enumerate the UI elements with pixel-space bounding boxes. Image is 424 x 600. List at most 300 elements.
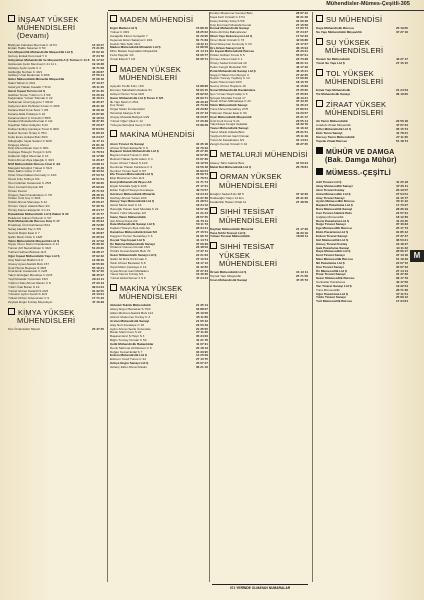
listing-phone: 14 88 58 <box>195 45 208 50</box>
listing-phone: 47 15 77 <box>91 211 104 216</box>
checkbox-square-icon <box>210 207 217 214</box>
listing-phone: 18 17 12 <box>195 260 208 265</box>
listing-name: Koçkaya Hüseyin Turgut C 22/1 <box>8 150 52 155</box>
listing-phone: 24 07 72 <box>395 260 408 265</box>
listing-phone: 24 35 55 <box>195 326 208 331</box>
heading-text: MÜHENDİSLERİ <box>119 73 178 82</box>
heading-line <box>210 150 308 159</box>
heading-line <box>110 15 208 24</box>
listing-name: Altınöz Muammer Kızılay C 3 <box>110 315 151 319</box>
column-c <box>210 12 308 582</box>
listing-name: Arslan Mühendislik Sanayi <box>110 318 150 323</box>
listing-phone: 24 13 01 <box>91 292 104 297</box>
listing-name: Kahraman Ünal Çayyolu 7 30/10 <box>8 100 53 105</box>
listing-name: Güneş Ticaret Kızılay <box>316 241 348 246</box>
listing-phone: 37 84 56 <box>91 127 104 132</box>
listing-name: Göksenek Çetin Mevzuat C 41 11 1 <box>8 61 57 66</box>
listing-name: Kaya Ferit Cinnah C 17/4 <box>210 14 245 19</box>
listing-name: Keleş Kubilay Kolej S 5/6 <box>210 18 245 23</box>
listing-phone: 26 78 81 <box>295 164 308 169</box>
listing-name: İlk Yapı Metin C 25/1 <box>110 99 139 104</box>
listing-phone: 15 67 36 <box>195 157 208 162</box>
listing-phone: 29 44 11 <box>92 277 104 282</box>
listing-phone: 17 20 39 <box>195 118 208 123</box>
listing-name: Kutluer Erdinç Çankaya Tünel S 40/6 <box>8 127 59 132</box>
listing-name: Yücel Su Yapı Ltd Ş <box>316 61 345 66</box>
listing-phone: 24 21 63 <box>195 253 208 258</box>
listing-phone: 37 06 36 <box>195 241 208 246</box>
checkbox-square-icon <box>110 130 117 137</box>
listing-name: Ünal Emin Karamanlı C 12/8 <box>8 269 48 274</box>
listing-name: İnanç Taner Mühendislik <box>110 214 146 219</box>
listing-phone: 51 17 02 <box>91 57 104 62</box>
listing-name: Saraç Alaattin Taç C 3/5 <box>8 227 41 232</box>
listing-name: Çelik Mühendislik Bakanlıklar <box>110 341 154 346</box>
listing-name: Adil Ticaret Ltd Ş <box>316 180 342 185</box>
listing-phone: 27 11 35 <box>396 134 408 139</box>
listing-name: Kayhan Mühendislik Mimarlık <box>210 226 254 231</box>
listing-name: Ekşi Muammer Ulus 11/1 <box>110 176 145 181</box>
listing-name: Özmiş Sümer Eskişehir 4 C 21 <box>8 207 51 212</box>
listing-phone: 16 24 37 <box>91 134 104 139</box>
listing-name: Hokkaoğlu Yalçın 14 Em <box>210 195 244 200</box>
listing-phone: 27 15 15 <box>395 61 408 66</box>
listing-phone: 28 06 17 <box>395 249 408 254</box>
listing-name: Özmen Yalçın Atatürk Bulv 4/2 <box>8 204 50 209</box>
listing-phone: 26 24 77 <box>91 207 104 212</box>
listing-phone: 24 57 31 <box>395 210 408 215</box>
listing-name: Kutlu Emre Ankara Bulv 39/3 <box>8 134 48 139</box>
listing-phone: 26 17 73 <box>395 276 408 281</box>
listing-phone: 26 92 52 <box>195 91 208 96</box>
listing-phone: 31 96 72 <box>195 233 208 238</box>
listing-phone: 52 06 77 <box>195 53 208 58</box>
listing-name: Karaman Erol Ç Cinnah C 55/5 <box>8 115 51 120</box>
heading-line <box>316 147 408 157</box>
section-heading <box>110 15 208 24</box>
listing-name: Kiriç Ahmet Elvan Can C 30/1 <box>8 146 49 151</box>
listing-name: Yıldırım Sıtkı Ahmet Rasim C 8 <box>8 280 51 285</box>
listing-entry <box>110 58 208 62</box>
listing-phone: 42 39 18 <box>91 107 104 112</box>
listing-name: Başkent Pazarlama Ltd Ş <box>316 203 353 208</box>
listing-name: Zeybek Engin Kızılay Meşrutiyet <box>8 300 53 305</box>
listing-name: Kalyoncu Erol Pehlivan Kınacı C 28/6 <box>8 104 60 109</box>
listing-phone: 12 88 96 <box>195 84 208 89</box>
heading-text: SIHHİ TESİSAT <box>220 207 275 217</box>
listing-name: Seçkin Tuncay Yeşilköy C 14 <box>210 76 250 81</box>
listing-phone: 29 40 33 <box>195 99 208 104</box>
heading-text: İNŞAAT YÜKSEK <box>18 15 79 24</box>
listing-name: Nil Pazarlama Ltd Ş <box>316 260 345 265</box>
listing-name: Demir Mehmet Ali Dikmen C 8 <box>110 345 152 350</box>
listing-name: Şahin Metin Ordu C 16/8 <box>8 234 43 239</box>
listing-phone: 41 21 76 <box>195 338 208 343</box>
listing-phone: 62 36 71 <box>195 56 208 61</box>
listing-name: Metal Bul Mühendislik Ltd Ş <box>210 164 252 169</box>
listing-phone: 17 73 27 <box>395 203 408 208</box>
listing-phone: 31 15 77 <box>395 195 408 200</box>
listing-phone: 36 21 16 <box>195 364 208 369</box>
checkbox-square-icon <box>316 100 323 107</box>
listing-phone: 53 93 15 <box>195 88 208 93</box>
listing-entry <box>316 300 408 304</box>
listing-phone: 21 71 74 <box>195 180 208 185</box>
listing-phone: 23 55 14 <box>295 118 308 123</box>
heading-line <box>316 168 408 178</box>
listing-name: Özkök Ahmet Menekşe S 12 <box>8 200 48 205</box>
listing-phone: 48 15 21 <box>295 68 308 73</box>
listing-phone: 23 56 18 <box>395 119 408 124</box>
listing-phone: 18 12 36 <box>395 214 408 219</box>
listing-phone: 14 43 27 <box>91 42 104 47</box>
listing-name: Önal Süleyman Kennedy C 23 <box>210 41 252 46</box>
listing-name: Karakütük Hasan Ortak 11 <box>210 199 247 204</box>
listing-phone: 37 92 32 <box>91 254 104 259</box>
listing-name: Atay Nuri Kocatepe C 18 <box>110 322 145 327</box>
listing-name: Anka Mümessillik Ltd Ş <box>316 191 351 196</box>
listing-phone: 31 79 42 <box>195 145 208 150</box>
listing-phone: 35 11 86 <box>196 315 208 319</box>
listing-phone: 27 17 61 <box>195 183 208 188</box>
listing-name: Feza Taşçılar 1/3 <box>110 53 134 58</box>
listing-name: Sevimli Rüştü Esat C 7 <box>8 230 40 235</box>
listing-name: Kuldemir Oğuz Mevzuat C 13 <box>8 154 49 159</box>
listing-phone: 25 31 17 <box>295 114 308 119</box>
listing-name: Tol Mühendislik Sanayi <box>316 92 350 97</box>
listing-name: Bozkurt Hakan Şehit Adem C 4 <box>110 157 153 162</box>
listing-phone: 23 53 49 <box>195 322 208 327</box>
running-head: Mühendisler-Mümes-Çeşitli-305 <box>326 1 410 7</box>
listing-phone: 25 19 65 <box>395 26 408 31</box>
listing-phone: 34 67 85 <box>195 153 208 158</box>
column-a <box>8 12 104 582</box>
listing-name: Tan Ticaret Sanayi Ltd Ş <box>316 283 352 288</box>
listing-name: Ak Tarım Mühendislik <box>316 119 348 124</box>
listing-name: Pekin Cengiz Bestekar 5/3 <box>210 64 247 69</box>
listing-name: Pınar Ticaret Sanayi <box>316 272 346 277</box>
listing-name: Sezer Mühendislik Sanayi Ltd Ş <box>110 253 157 258</box>
listing-phone: 27 10 58 <box>295 22 308 27</box>
listing-phone: 19 32 54 <box>395 283 408 288</box>
listing-phone: 24 17 67 <box>295 41 308 46</box>
listing-entry <box>316 31 408 35</box>
listing-phone: 18 24 12 <box>195 203 208 208</box>
listing-name: Güllüoğlu Nurhan C 43/1 <box>8 69 43 74</box>
listing-name: Polat Mühendislik Sanayi Ltd Ş <box>210 68 256 73</box>
listing-name: Atasoy Tahir Atatürk Bulv <box>210 160 245 165</box>
listing-entry <box>110 366 208 370</box>
listing-name: Gülenç Zafer Ahmet Rasim <box>110 364 148 369</box>
listing-phone: 27 32 35 <box>295 72 308 77</box>
listing-name: Işık Ahmet Kaya 2/2 <box>110 218 138 223</box>
heading-text: MÜHENDİSLERİ <box>219 180 278 190</box>
listing-name: Kaygısız Tuncer Necatibey C 6 <box>110 233 153 238</box>
checkbox-square-icon <box>210 242 217 249</box>
listing-name: Eremen Sabahattin Atakule 51 <box>110 88 152 93</box>
section-heading <box>316 100 408 117</box>
listing-name: Bayram Kamil Tunalı C 16/3 <box>110 153 149 158</box>
heading-text: SU YÜKSEK <box>326 37 370 47</box>
listing-phone: 28 31 51 <box>295 130 308 135</box>
listing-name: Öz Makina Mühendislik Sanayi <box>110 241 155 246</box>
listing-phone: 34 93 54 <box>195 168 208 173</box>
listing-phone: 37 08 18 <box>91 77 104 82</box>
listing-entry <box>316 62 408 66</box>
heading-line <box>210 182 308 190</box>
listing-name: Yılmaz Oğuz Çilek C 12 <box>110 118 143 123</box>
listing-phone: 57 36 76 <box>91 204 104 209</box>
listing-phone: 55 17 30 <box>91 269 104 274</box>
listing-name: Ömer Metin Cinnah C 73 <box>210 37 245 42</box>
listing-name: Yalçınkaya Cengiz Aşkabat <box>210 122 248 127</box>
listing-phone: 23 73 28 <box>295 57 308 62</box>
listing-name: Keskin Tatlı Tahir 11/4 <box>110 41 140 46</box>
listing-phone: 35 15 74 <box>395 127 408 132</box>
listing-name: Demirel Yılmaz Gazi C 5/7 <box>110 168 147 173</box>
listing-phone: 37 62 16 <box>91 50 104 55</box>
listing-name: Enerji Mühendislik Bişeo Alt <box>110 180 152 185</box>
listing-name: Uçar Mühendislik Müşavirlik <box>210 114 252 119</box>
listing-name: Özkan Ümit Koç C 30/3 <box>8 196 41 201</box>
listing-phone: 21 14 14 <box>195 49 208 54</box>
listing-entry <box>210 166 308 170</box>
listing-phone: 28 57 35 <box>195 214 208 219</box>
listing-phone: 50 11 73 <box>196 222 208 227</box>
listing-phone: 31 73 11 <box>196 218 208 223</box>
listing-name: Demircan Hasan Karlıdere C 4 <box>110 164 153 169</box>
listing-name: Kaçamakçı Yılmaz Tokmak C 22 <box>8 96 53 101</box>
listing-entry <box>210 143 308 147</box>
listing-name: Yılmazer Aydın Ferah S 11/4 <box>8 292 48 297</box>
listing-entry <box>316 140 408 144</box>
listing-name: Saksi Tahsin C 20/1 <box>8 81 36 86</box>
listing-name: Ahmet Özbek Eskişehir C 9 <box>110 145 148 150</box>
listing-phone: 19 42 11 <box>196 41 208 46</box>
listing-phone: 61 71 69 <box>195 37 208 42</box>
filled-square-icon <box>316 168 323 175</box>
listing-phone: 42 35 37 <box>91 100 104 105</box>
heading-line <box>210 217 308 225</box>
listing-name: Mhm Maden Kaynakları Müşavirlik <box>110 49 158 54</box>
listing-phone: 22 51 54 <box>91 177 104 182</box>
listing-phone: 11 76 51 <box>196 176 208 181</box>
heading-line <box>316 15 408 24</box>
listing-name: Karagöllü Fikret Yenişehir 7 <box>110 33 148 38</box>
listing-name: Yalçın Erdoğan Menekşe C 22/3 <box>8 273 53 278</box>
listing-name: Doğu Ticaret Sanayi <box>316 222 346 227</box>
listing-name: Hacıoğlu Hasan Gazi Mustafa K 22 <box>110 207 159 212</box>
listing-phone: 18 68 11 <box>296 234 308 239</box>
listing-name: Özgür Metin İnci Endüstri <box>110 107 145 112</box>
listing-name: Güney Yapı Mühendislik Ltd Ş <box>110 199 155 204</box>
listing-phone: 17 37 11 <box>196 249 208 254</box>
listing-name: Mutlu Ali Rıza Bahçelievler <box>210 30 247 35</box>
listing-name: Özdemir Osman Cinnah 15/2 <box>110 245 151 250</box>
listing-phone: 36 27 35 <box>295 141 308 146</box>
listing-phone: 21 24 53 <box>395 88 408 93</box>
listing-phone: 27 10 24 <box>195 257 208 261</box>
heading-line <box>110 130 208 139</box>
listing-name: Mete Şahin Gürer C 4/3 <box>8 169 41 174</box>
listing-phone: 33 37 30 <box>91 119 104 124</box>
listing-name: Mavi Mümessillik Bürosu <box>316 257 353 262</box>
listing-phone: 15 88 46 <box>195 26 208 31</box>
listing-phone: 66 23 01 <box>91 146 104 151</box>
listing-phone: 12 38 40 <box>91 257 104 262</box>
listing-name: Özgenç Sami Kavaklıdere C 7/6 <box>8 192 53 197</box>
listing-phone: 17 71 23 <box>91 296 104 301</box>
listing-name: Örnek Mühendislik Ltd Ş <box>210 269 247 274</box>
listing-name: Yücel Ali Kavaklıdere 6/1 <box>210 137 245 142</box>
listing-phone: 27 23 13 <box>91 280 104 285</box>
listing-name: Yazıcı Murat Ankara Bulv <box>210 130 245 135</box>
heading-text: MÜHÜR VE DAMGA <box>326 148 395 156</box>
listing-phone: 25 27 36 <box>195 149 208 154</box>
listing-phone: 42 06 88 <box>295 37 308 42</box>
listing-name: Ünlü Ferit Konur S 21 <box>210 118 240 123</box>
listing-name: Yüksel C 28/1 <box>110 30 130 35</box>
heading-line <box>316 78 408 86</box>
listing-name: Yavuz Mühendislik Sanayi <box>210 126 249 131</box>
checkbox-square-icon <box>316 38 323 45</box>
listing-phone: 27 56 44 <box>91 73 104 78</box>
listing-phone: 21 17 03 <box>91 238 104 243</box>
listing-name: Uğur Pazarlama Ltd Ş <box>316 291 348 296</box>
listing-entry <box>8 301 104 305</box>
heading-text: MÜHENDİSLERİ <box>219 215 278 225</box>
listing-name: Öztürk Kemal Atatürk Bulv 70 <box>110 249 151 254</box>
listing-phone: 38 45 27 <box>91 273 104 278</box>
listing-phone: 19 16 28 <box>91 61 104 66</box>
heading-subtitle: (Bak. Damga Mühür) <box>325 156 397 164</box>
listing-phone: 18 23 87 <box>195 114 208 119</box>
listing-name: Başkent Gidalı Mühendislik Ltd Ş <box>110 149 159 154</box>
listing-name: Yeşil Mustafa Yumurtacı 16/3 <box>8 277 48 282</box>
column-b <box>110 12 208 582</box>
listing-phone: 47 07 24 <box>395 123 408 128</box>
section-heading <box>210 207 308 224</box>
listing-name: Kaplan Hüseyin Ziya Gök Alp <box>110 226 151 231</box>
listing-phone: 36 11 36 <box>92 84 104 89</box>
listing-name: Topal Metin Çankaya C 12 <box>110 264 147 269</box>
section-heading <box>316 147 408 165</box>
listing-phone: 15 98 28 <box>195 122 208 127</box>
listing-name: Bora Mümessillik Sanayi <box>316 207 353 212</box>
heading-line <box>110 293 208 301</box>
listing-phone: 31 35 94 <box>91 219 104 224</box>
listing-phone: 36 19 60 <box>395 92 408 97</box>
listing-phone: 39 04 24 <box>91 284 104 289</box>
listing-name: M M Mühendislik Bürosu Ünal C 4/4 <box>8 161 61 166</box>
listing-name: Tekin Mühendislik Müşavirlik Ltd Ş <box>8 238 60 243</box>
checkbox-square-icon <box>316 15 323 22</box>
listing-phone: 23 20 82 <box>195 107 208 112</box>
listing-entry <box>110 277 208 281</box>
listing-name: Yılmaz Tesisat Mühendislik <box>210 234 250 239</box>
listing-phone: 26 93 71 <box>195 95 208 100</box>
listing-phone: 27 53 73 <box>91 173 104 178</box>
listing-name: Gözbay Ahmet Tunalı 13/3 <box>110 195 147 200</box>
listing-phone: 49 73 57 <box>195 187 208 192</box>
heading-text: MADEN YÜKSEK <box>120 64 181 74</box>
listing-phone: 27 14 14 <box>395 268 408 273</box>
listing-name: Güler Mühendislik Mimarlık Müşavirlik <box>8 77 65 82</box>
listing-name: Gökyol Özcan Tuna 34/6 <box>110 91 145 96</box>
listing-name: Bahriyeli Calıskan Mevzuat C 117/4 <box>8 42 57 47</box>
section-heading <box>8 308 104 325</box>
listing-name: Sistem Su Mühendislik <box>316 57 350 62</box>
checkbox-square-icon <box>210 172 217 179</box>
listing-phone: 25 39 40 <box>91 242 104 247</box>
listing-name: Cesur Ahmet Yüksel S 11/2 <box>110 160 148 165</box>
listing-name: Şahin Ali Rıza Kızılırmak 3 <box>110 257 147 261</box>
heading-line <box>110 74 208 82</box>
listing-name: Hazer Mühendislik Ltd Ş Turan C 6/5 <box>110 95 164 100</box>
listing-phone: 36 43 52 <box>91 169 104 174</box>
listing-name: Kaya Mümessillik Ltd Ş <box>316 249 351 254</box>
listing-name: Gökbey Ünal Dedeman 6 26/6 <box>8 73 50 78</box>
listing-name: Kentler Muammer Kentsel Bulv <box>210 11 253 15</box>
listing-name: Kayahan Taha Gülaydın 6 22 <box>8 123 48 128</box>
listing-name: Yüzeysel Ertuğrul Genç C 9/6 <box>110 122 151 127</box>
heading-text: ZİRAAT YÜKSEK <box>326 100 387 110</box>
listing-phone: 74 21 65 <box>91 46 104 51</box>
section-tab-letter: M <box>410 250 424 262</box>
listing-name: Tuna Ahmet Necatibey 27/5 <box>210 107 249 112</box>
listing-name: Gül Mümessillik Ltd Ş <box>316 237 349 242</box>
listing-phone: 21 21 24 <box>195 210 208 215</box>
listing-name: Karaca Rauf Kına Tesis Y 2/6 <box>8 107 49 112</box>
listing-name: Erkmen Yusuf Tunus C 44 <box>110 357 146 362</box>
listing-phone: 37 46 33 <box>395 222 408 227</box>
listing-phone: 44 16 42 <box>295 126 308 131</box>
heading-text: MAKİNA YÜKSEK <box>120 284 183 294</box>
listing-phone: 41 80 43 <box>91 131 104 136</box>
listing-name: Örs Erkan Sanayi Ltd Ş <box>210 45 245 50</box>
listing-name: Çiftçi Mühendislik Ltd Ş <box>316 127 352 132</box>
listing-phone: 37 24 37 <box>295 30 308 35</box>
listing-name: Ayaydın Tevfik 6 Ev / 2/6 <box>110 84 144 89</box>
listing-name: Koçak Yapı İnşaat Ltd Ş <box>110 237 145 242</box>
listing-name: Teknoloji Akasya S 10 <box>110 111 141 116</box>
listing-phone: 19 24 44 <box>195 191 208 196</box>
listing-phone: 41 25 18 <box>395 180 408 185</box>
listing-name: Ünsal Efendi 7 1/2 <box>110 56 136 61</box>
listing-phone: 28 34 41 <box>195 226 208 231</box>
checkbox-square-icon <box>8 15 15 22</box>
listing-phone: 37 26 11 <box>396 184 408 188</box>
heading-text: MÜHENDİSLERİ <box>119 292 178 302</box>
listing-name: Akay Mümessillik Sanayi <box>316 184 353 188</box>
listing-phone: 31 85 12 <box>395 230 408 235</box>
listing-name: Ergin Maden Ltd Ş <box>110 26 138 31</box>
listing-phone: 35 11 49 <box>296 134 308 138</box>
listing-phone: 11 20 37 <box>92 157 104 162</box>
listing-name: Okan Yapı Dekorasyon Ltd Ş <box>210 34 253 39</box>
listing-name: Ataç Ticaret Sanayi <box>316 195 345 200</box>
heading-text: KİMYA YÜKSEK <box>18 307 75 317</box>
listing-name: Tuna Mümessillik <box>316 287 340 292</box>
listing-name: Pelit Mühendislik Bürosu Kılıç C 17 <box>8 219 60 224</box>
listing-phone: 28 72 85 <box>91 223 104 228</box>
heading-text: ORMAN YÜKSEK <box>220 172 282 182</box>
listing-phone: 28 36 19 <box>395 207 408 212</box>
listing-phone: 67 39 20 <box>91 180 104 185</box>
listing-entry <box>8 328 104 332</box>
listing-name: Selek Hüsnü Gazi 22/3 <box>210 80 242 85</box>
listing-name: Uluçay Mustafa Bahçeli 14/9 <box>110 114 150 119</box>
